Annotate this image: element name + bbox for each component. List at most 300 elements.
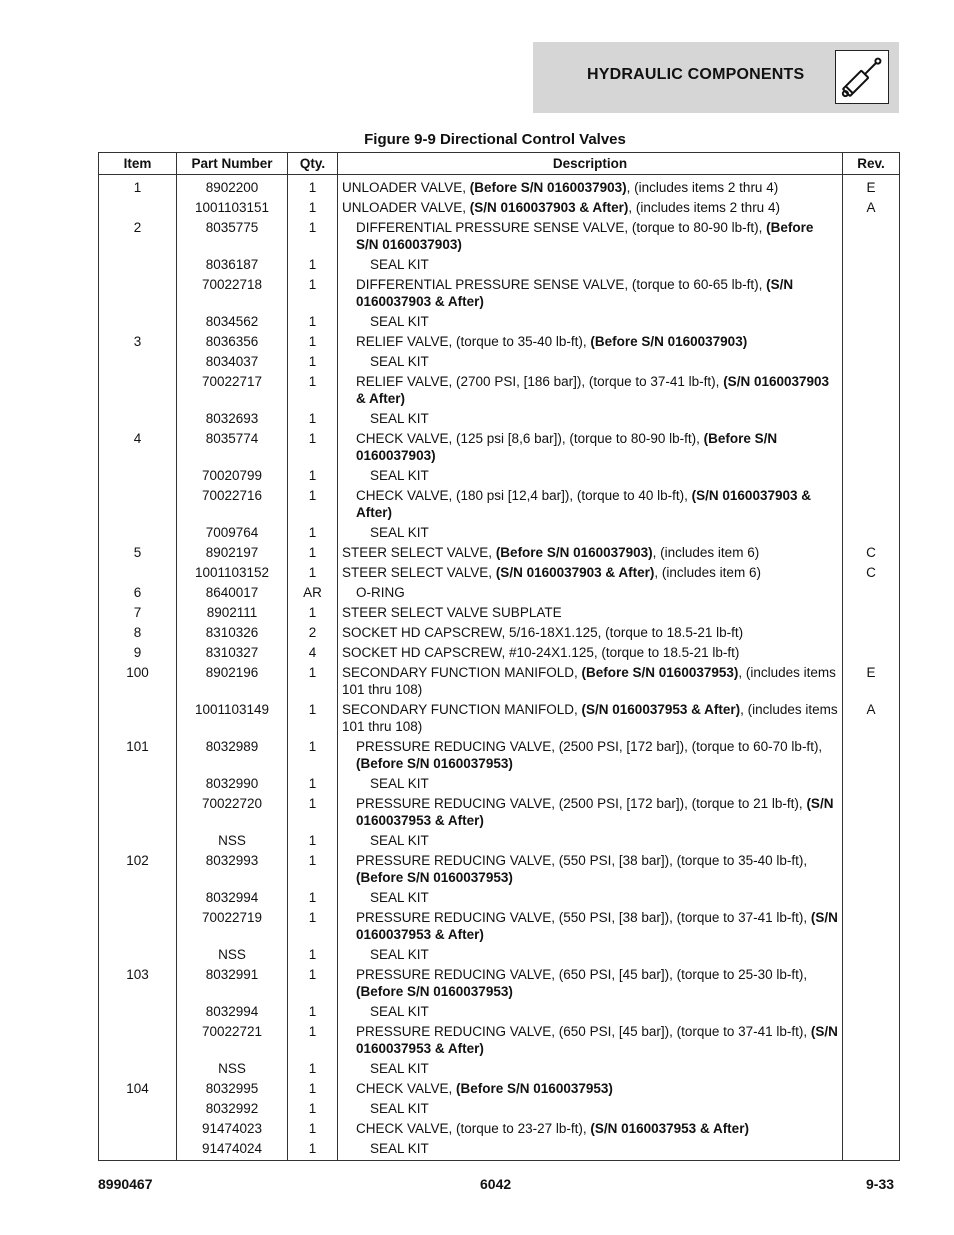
rev-cell — [843, 332, 900, 352]
part-number-cell: NSS — [177, 831, 288, 851]
description-main: SEAL KIT — [370, 947, 429, 962]
serial-range: (S/N 0160037903 & After) — [356, 488, 811, 520]
part-number-cell: 8032989 — [177, 737, 288, 774]
description-cell — [338, 774, 843, 794]
description-main: SEAL KIT — [370, 314, 429, 329]
description-cell — [338, 523, 843, 543]
description-text — [342, 775, 839, 792]
description-text — [342, 544, 839, 561]
table-body — [99, 175, 900, 1161]
description-cell — [338, 1079, 843, 1099]
description-main: SEAL KIT — [370, 890, 429, 905]
description-cell — [338, 275, 843, 312]
description-main: SECONDARY FUNCTION MANIFOLD, — [342, 702, 582, 717]
part-number-cell: 70020799 — [177, 466, 288, 486]
qty-cell: 1 — [288, 523, 338, 543]
description-main: CHECK VALVE, (125 psi [8,6 bar]), (torque to 80-90 lb-ft), — [356, 431, 704, 446]
description-cell — [338, 888, 843, 908]
footer-page-number: 9-33 — [866, 1176, 895, 1192]
description-cell — [338, 737, 843, 774]
description-text — [342, 276, 839, 310]
part-number-cell: 8902200 — [177, 175, 288, 199]
description-main: RELIEF VALVE, (2700 PSI, [186 bar]), (torque to 37-41 lb-ft), — [356, 374, 724, 389]
table-row — [99, 1119, 900, 1139]
item-cell — [99, 255, 177, 275]
table-row — [99, 700, 900, 737]
description-cell — [338, 663, 843, 700]
description-cell — [338, 312, 843, 332]
rev-cell — [843, 774, 900, 794]
part-number-cell: 8034562 — [177, 312, 288, 332]
item-cell: 103 — [99, 965, 177, 1002]
qty-cell: 1 — [288, 1119, 338, 1139]
description-cell — [338, 1002, 843, 1022]
rev-cell — [843, 794, 900, 831]
description-cell — [338, 486, 843, 523]
serial-range: (Before S/N 0160037953) — [581, 665, 739, 680]
description-text — [342, 373, 839, 407]
part-number-cell: 8902111 — [177, 603, 288, 623]
rev-cell — [843, 1002, 900, 1022]
table-row — [99, 429, 900, 466]
description-main: SEAL KIT — [370, 1061, 429, 1076]
qty-cell: 1 — [288, 332, 338, 352]
serial-range: (Before S/N 0160037953) — [456, 1081, 613, 1096]
description-cell — [338, 583, 843, 603]
qty-cell: 1 — [288, 486, 338, 523]
description-text — [342, 564, 839, 581]
item-cell — [99, 1139, 177, 1161]
description-text — [342, 219, 839, 253]
part-number-cell: 8032993 — [177, 851, 288, 888]
table-row — [99, 255, 900, 275]
description-main: UNLOADER VALVE, — [342, 200, 470, 215]
description-main: SEAL KIT — [370, 1004, 429, 1019]
description-main: SEAL KIT — [370, 257, 429, 272]
rev-cell — [843, 429, 900, 466]
table-row — [99, 643, 900, 663]
part-number-cell: 91474023 — [177, 1119, 288, 1139]
description-cell — [338, 965, 843, 1002]
rev-cell — [843, 312, 900, 332]
item-cell — [99, 794, 177, 831]
serial-range: (Before S/N 0160037953) — [356, 984, 513, 999]
description-text — [342, 353, 839, 370]
serial-range: (S/N 0160037953 & After) — [356, 796, 834, 828]
item-cell — [99, 1119, 177, 1139]
qty-cell: 1 — [288, 352, 338, 372]
figure-title: Figure 9-9 Directional Control Valves — [364, 131, 626, 148]
description-text — [342, 664, 839, 698]
description-cell — [338, 255, 843, 275]
rev-cell — [843, 888, 900, 908]
table-row — [99, 1059, 900, 1079]
description-main: UNLOADER VALVE, — [342, 180, 470, 195]
qty-cell: 1 — [288, 831, 338, 851]
description-text — [342, 832, 839, 849]
description-cell — [338, 218, 843, 255]
part-number-cell: 8032693 — [177, 409, 288, 429]
part-number-cell: 8032992 — [177, 1099, 288, 1119]
qty-cell: 1 — [288, 1079, 338, 1099]
serial-range: (Before S/N 0160037903) — [356, 431, 778, 463]
part-number-cell: 70022720 — [177, 794, 288, 831]
description-main: SEAL KIT — [370, 468, 429, 483]
item-cell — [99, 908, 177, 945]
item-cell — [99, 1059, 177, 1079]
rev-cell: E — [843, 175, 900, 199]
item-cell — [99, 563, 177, 583]
description-text — [342, 430, 839, 464]
table-row — [99, 945, 900, 965]
table-row — [99, 851, 900, 888]
rev-cell — [843, 372, 900, 409]
rev-cell — [843, 603, 900, 623]
qty-cell: 1 — [288, 851, 338, 888]
table-row — [99, 275, 900, 312]
description-main: STEER SELECT VALVE, — [342, 565, 496, 580]
column-header-description: Description — [338, 153, 843, 175]
part-number-cell: NSS — [177, 1059, 288, 1079]
table-row — [99, 908, 900, 945]
table-row — [99, 888, 900, 908]
description-text — [342, 199, 839, 216]
description-cell — [338, 175, 843, 199]
item-cell — [99, 1002, 177, 1022]
description-main: SEAL KIT — [370, 833, 429, 848]
description-main: O-RING — [356, 585, 405, 600]
serial-range: (S/N 0160037953 & After) — [581, 702, 741, 717]
description-text — [342, 1100, 839, 1117]
description-text — [342, 604, 839, 621]
rev-cell — [843, 255, 900, 275]
description-text — [342, 524, 839, 541]
qty-cell: 1 — [288, 543, 338, 563]
qty-cell: 1 — [288, 372, 338, 409]
item-cell: 2 — [99, 218, 177, 255]
serial-range: (Before S/N 0160037903) — [590, 334, 748, 349]
table-row — [99, 175, 900, 199]
description-main: RELIEF VALVE, (torque to 35-40 lb-ft), — [356, 334, 591, 349]
description-cell — [338, 352, 843, 372]
description-text — [342, 256, 839, 273]
rev-cell: C — [843, 543, 900, 563]
description-cell — [338, 1059, 843, 1079]
description-main: SEAL KIT — [370, 525, 429, 540]
part-number-cell: 8032991 — [177, 965, 288, 1002]
item-cell — [99, 523, 177, 543]
qty-cell: 1 — [288, 1139, 338, 1161]
description-cell — [338, 1139, 843, 1161]
description-main: SECONDARY FUNCTION MANIFOLD, — [342, 665, 582, 680]
rev-cell — [843, 1059, 900, 1079]
description-main: SEAL KIT — [370, 354, 429, 369]
qty-cell: 1 — [288, 774, 338, 794]
table-row — [99, 218, 900, 255]
part-number-cell: 8032994 — [177, 1002, 288, 1022]
rev-cell — [843, 737, 900, 774]
description-text — [342, 795, 839, 829]
description-cell — [338, 198, 843, 218]
description-cell — [338, 623, 843, 643]
qty-cell: 1 — [288, 794, 338, 831]
part-number-cell: 8902197 — [177, 543, 288, 563]
part-number-cell: 91474024 — [177, 1139, 288, 1161]
item-cell: 104 — [99, 1079, 177, 1099]
rev-cell — [843, 523, 900, 543]
item-cell — [99, 486, 177, 523]
item-cell — [99, 466, 177, 486]
column-header-item: Item — [99, 153, 177, 175]
description-text — [342, 1023, 839, 1057]
description-main: CHECK VALVE, (torque to 23-27 lb-ft), — [356, 1121, 591, 1136]
part-number-cell: 8640017 — [177, 583, 288, 603]
description-cell — [338, 372, 843, 409]
description-text — [342, 701, 839, 735]
part-number-cell: 70022717 — [177, 372, 288, 409]
table-row — [99, 486, 900, 523]
qty-cell: 1 — [288, 737, 338, 774]
item-cell — [99, 275, 177, 312]
item-cell: 101 — [99, 737, 177, 774]
qty-cell: 1 — [288, 663, 338, 700]
part-number-cell: 8035774 — [177, 429, 288, 466]
serial-range: (S/N 0160037953 & After) — [590, 1121, 749, 1136]
description-cell — [338, 1119, 843, 1139]
rev-cell — [843, 466, 900, 486]
item-cell: 7 — [99, 603, 177, 623]
qty-cell: 1 — [288, 603, 338, 623]
table-row — [99, 1139, 900, 1161]
table-row — [99, 563, 900, 583]
section-header — [533, 42, 899, 113]
description-main: STEER SELECT VALVE, — [342, 545, 496, 560]
item-cell — [99, 945, 177, 965]
qty-cell: 1 — [288, 198, 338, 218]
item-cell — [99, 372, 177, 409]
qty-cell: 1 — [288, 409, 338, 429]
table-row — [99, 1099, 900, 1119]
table-row — [99, 965, 900, 1002]
description-text — [342, 966, 839, 1000]
table-header-row — [99, 153, 900, 175]
table-row — [99, 523, 900, 543]
part-number-cell: 70022721 — [177, 1022, 288, 1059]
rev-cell — [843, 831, 900, 851]
serial-range: (Before S/N 0160037903) — [495, 545, 653, 560]
description-main: CHECK VALVE, — [356, 1081, 457, 1096]
item-cell: 100 — [99, 663, 177, 700]
table-row — [99, 198, 900, 218]
description-main: SEAL KIT — [370, 1101, 429, 1116]
table-row — [99, 794, 900, 831]
item-cell: 8 — [99, 623, 177, 643]
rev-cell — [843, 1099, 900, 1119]
qty-cell: 1 — [288, 945, 338, 965]
description-main: SOCKET HD CAPSCREW, 5/16-18X1.125, (torque to 18.5-21 lb-ft) — [342, 625, 744, 640]
item-cell: 6 — [99, 583, 177, 603]
rev-cell: A — [843, 700, 900, 737]
description-text — [342, 1060, 839, 1077]
rev-cell: A — [843, 198, 900, 218]
table-row — [99, 466, 900, 486]
part-number-cell: 7009764 — [177, 523, 288, 543]
rev-cell — [843, 218, 900, 255]
table-row — [99, 372, 900, 409]
table-row — [99, 312, 900, 332]
description-text — [342, 624, 839, 641]
item-cell: 9 — [99, 643, 177, 663]
part-number-cell: 70022718 — [177, 275, 288, 312]
description-cell — [338, 945, 843, 965]
description-main: PRESSURE REDUCING VALVE, (550 PSI, [38 bar]), (torque to 35-40 lb-ft), — [356, 853, 808, 868]
qty-cell: 1 — [288, 1022, 338, 1059]
item-cell — [99, 1022, 177, 1059]
rev-cell — [843, 1022, 900, 1059]
part-number-cell: 8036187 — [177, 255, 288, 275]
qty-cell: 1 — [288, 1059, 338, 1079]
part-number-cell: 8032990 — [177, 774, 288, 794]
description-text — [342, 852, 839, 886]
part-number-cell: 8902196 — [177, 663, 288, 700]
rev-cell — [843, 1139, 900, 1161]
description-text — [342, 909, 839, 943]
description-cell — [338, 332, 843, 352]
item-cell — [99, 198, 177, 218]
description-suffix: , (includes items 101 thru 108) — [342, 702, 838, 734]
table-row — [99, 583, 900, 603]
table-row — [99, 831, 900, 851]
part-number-cell: 1001103151 — [177, 198, 288, 218]
description-text — [342, 487, 839, 521]
part-number-cell: 8034037 — [177, 352, 288, 372]
rev-cell: E — [843, 663, 900, 700]
description-text — [342, 584, 839, 601]
rev-cell — [843, 965, 900, 1002]
qty-cell: 1 — [288, 563, 338, 583]
rev-cell — [843, 583, 900, 603]
item-cell — [99, 409, 177, 429]
description-main: DIFFERENTIAL PRESSURE SENSE VALVE, (torque to 60-65 lb-ft), — [356, 277, 767, 292]
qty-cell: 1 — [288, 965, 338, 1002]
serial-range: (S/N 0160037903 & After) — [356, 277, 794, 309]
description-text — [342, 946, 839, 963]
description-text — [342, 410, 839, 427]
serial-range: (Before S/N 0160037953) — [356, 756, 513, 771]
description-main: SEAL KIT — [370, 1141, 429, 1156]
description-text — [342, 1080, 839, 1097]
description-cell — [338, 409, 843, 429]
description-suffix: , (includes item 6) — [652, 545, 760, 560]
part-number-cell: 8310326 — [177, 623, 288, 643]
qty-cell: 1 — [288, 218, 338, 255]
part-number-cell: 8310327 — [177, 643, 288, 663]
description-main: SOCKET HD CAPSCREW, #10-24X1.125, (torque to 18.5-21 lb-ft) — [342, 645, 740, 660]
part-number-cell: 8036356 — [177, 332, 288, 352]
description-cell — [338, 643, 843, 663]
table-row — [99, 603, 900, 623]
description-text — [342, 1003, 839, 1020]
description-cell — [338, 1099, 843, 1119]
description-cell — [338, 794, 843, 831]
table-row — [99, 543, 900, 563]
description-cell — [338, 1022, 843, 1059]
rev-cell — [843, 409, 900, 429]
description-suffix: , (includes item 6) — [654, 565, 761, 580]
qty-cell: 4 — [288, 643, 338, 663]
footer-model: 6042 — [480, 1176, 512, 1192]
rev-cell — [843, 1119, 900, 1139]
item-cell — [99, 831, 177, 851]
serial-range: (Before S/N 0160037953) — [356, 870, 513, 885]
item-cell — [99, 312, 177, 332]
column-header-part-number: Part Number — [177, 153, 288, 175]
qty-cell: 1 — [288, 888, 338, 908]
description-cell — [338, 563, 843, 583]
description-main: PRESSURE REDUCING VALVE, (650 PSI, [45 bar]), (torque to 37-41 lb-ft), — [356, 1024, 811, 1039]
description-cell — [338, 908, 843, 945]
footer-document-number: 8990467 — [98, 1176, 153, 1192]
description-cell — [338, 466, 843, 486]
description-suffix: , (includes items 2 thru 4) — [628, 200, 780, 215]
rev-cell — [843, 908, 900, 945]
description-cell — [338, 851, 843, 888]
part-number-cell: 8035775 — [177, 218, 288, 255]
part-number-cell: 70022719 — [177, 908, 288, 945]
description-cell — [338, 603, 843, 623]
table-row — [99, 623, 900, 643]
rev-cell — [843, 1079, 900, 1099]
item-cell: 1 — [99, 175, 177, 199]
description-main: PRESSURE REDUCING VALVE, (550 PSI, [38 bar]), (torque to 37-41 lb-ft), — [356, 910, 811, 925]
section-title: HYDRAULIC COMPONENTS — [587, 66, 805, 83]
qty-cell: 1 — [288, 1002, 338, 1022]
description-main: SEAL KIT — [370, 411, 429, 426]
table-row — [99, 1022, 900, 1059]
description-main: SEAL KIT — [370, 776, 429, 791]
table-row — [99, 352, 900, 372]
table-row — [99, 332, 900, 352]
description-suffix: , (includes items 101 thru 108) — [342, 665, 836, 697]
qty-cell: 1 — [288, 255, 338, 275]
description-cell — [338, 700, 843, 737]
part-number-cell: 8032994 — [177, 888, 288, 908]
rev-cell: C — [843, 563, 900, 583]
description-main: PRESSURE REDUCING VALVE, (650 PSI, [45 bar]), (torque to 25-30 lb-ft), — [356, 967, 808, 982]
part-number-cell: 8032995 — [177, 1079, 288, 1099]
column-header-rev: Rev. — [843, 153, 900, 175]
description-main: CHECK VALVE, (180 psi [12,4 bar]), (torque to 40 lb-ft), — [356, 488, 692, 503]
rev-cell — [843, 275, 900, 312]
rev-cell — [843, 486, 900, 523]
qty-cell: 1 — [288, 275, 338, 312]
description-main: PRESSURE REDUCING VALVE, (2500 PSI, [172 bar]), (torque to 60-70 lb-ft), — [356, 739, 823, 754]
item-cell: 5 — [99, 543, 177, 563]
rev-cell — [843, 851, 900, 888]
rev-cell — [843, 643, 900, 663]
qty-cell: 1 — [288, 700, 338, 737]
qty-cell: 1 — [288, 466, 338, 486]
column-header-qty: Qty. — [288, 153, 338, 175]
item-cell — [99, 1099, 177, 1119]
description-main: DIFFERENTIAL PRESSURE SENSE VALVE, (torque to 80-90 lb-ft), — [356, 220, 767, 235]
description-text — [342, 644, 839, 661]
description-cell — [338, 831, 843, 851]
rev-cell — [843, 623, 900, 643]
item-cell — [99, 888, 177, 908]
parts-table — [98, 152, 900, 1161]
part-number-cell: NSS — [177, 945, 288, 965]
